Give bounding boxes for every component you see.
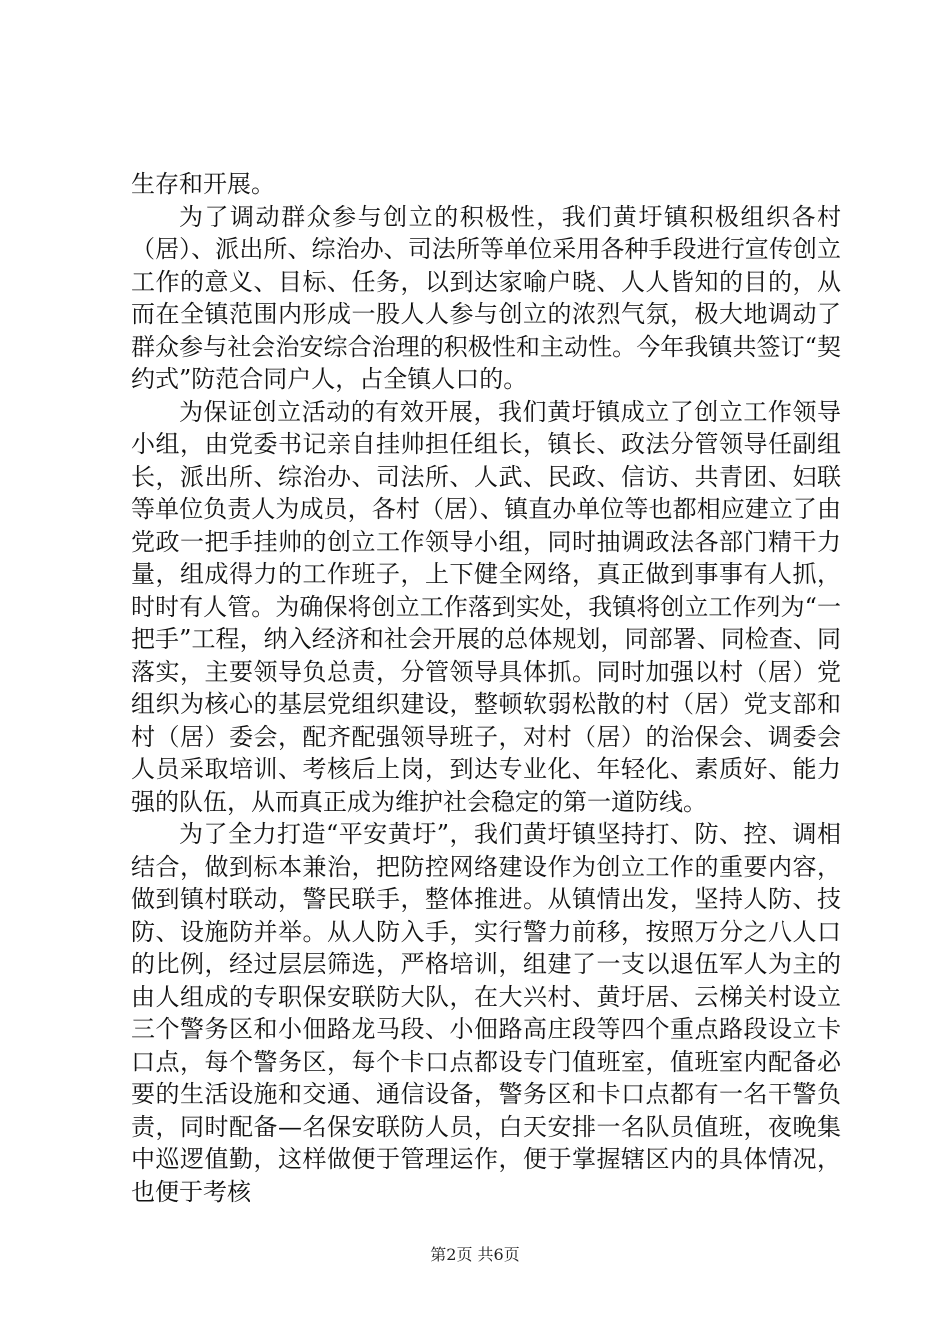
page-number-footer: 第2页 共6页 xyxy=(430,1245,520,1264)
document-body xyxy=(131,168,841,1208)
paragraph-2: 为了调动群众参与创立的积极性，我们黄圩镇积极组织各村（居）、派出所、综治办、司法所等单位采用各种手段进行宣传创立工作的意义、目标、任务，以到达家喻户晓、人人皆知的目的，从而在全镇范围内形成一股人人参与创立的浓烈气氛，极大地调动了群众参与社会治安综合治理的积极性和主动性。今年我镇共签订“契约式”防范合同户人，占全镇人口的。 xyxy=(131,202,841,393)
paragraph-4: 为了全力打造“平安黄圩”，我们黄圩镇坚持打、防、控、调相结合，做到标本兼治，把防控网络建设作为创立工作的重要内容，做到镇村联动，警民联手，整体推进。从镇情出发，坚持人防、技防、设施防并举。从人防入手，实行警力前移，按照万分之八人口的比例，经过层层筛选，严格培训，组建了一支以退伍军人为主的由人组成的专职保安联防大队，在大兴村、黄圩居、云梯关村设立三个警务区和小佃路龙马段、小佃路高庄段等四个重点路段设立卡口点，每个警务区，每个卡口点都设专门值班室，值班室内配备必要的生活设施和交通、通信设备，警务区和卡口点都有一名干警负责，同时配备—名保安联防人员，白天安排一名队员值班，夜晚集中巡逻值勤，这样做便于管理运作，便于掌握辖区内的具体情况，也便于考核 xyxy=(131,820,841,1206)
paragraph-3: 为保证创立活动的有效开展，我们黄圩镇成立了创立工作领导小组，由党委书记亲自挂帅担任组长，镇长、政法分管领导任副组长，派出所、综治办、司法所、人武、民政、信访、共青团、妇联等单位负责人为成员，各村（居）、镇直办单位等也都相应建立了由党政一把手挂帅的创立工作领导小组，同时抽调政法各部门精干力量，组成得力的工作班子，上下健全网络，真正做到事事有人抓，时时有人管。为确保将创立工作落到实处，我镇将创立工作列为“一把手”工程，纳入经济和社会开展的总体规划，同部署、同检查、同落实，主要领导负总责，分管领导具体抓。同时加强以村（居）党组织为核心的基层党组织建设，整顿软弱松散的村（居）党支部和村（居）委会，配齐配强领导班子，对村（居）的治保会、调委会人员采取培训、考核后上岗，到达专业化、年轻化、素质好、能力强的队伍，从而真正成为维护社会稳定的第一道防线。 xyxy=(131,397,841,816)
paragraph-1: 生存和开展。 xyxy=(131,170,275,198)
